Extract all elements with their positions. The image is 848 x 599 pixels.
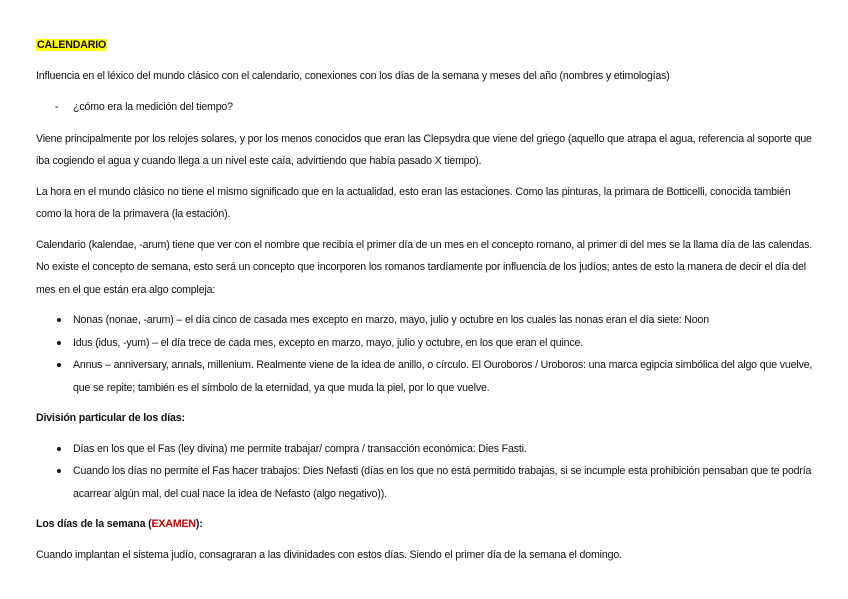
paragraph-relojes: Viene principalmente por los relojes solares, y por los menos conocidos que eran las Clepsydra que viene del griego (aquello que atrapa el agua, referencia al soporte que iba cogiendo el agua y cuando llega a un nivel este caía, advirtiendo que había pasado X tiempo). — [36, 132, 812, 167]
list-item — [36, 354, 816, 399]
list-item-text: Cuando los días no permite el Fas hacer trabajos: Dies Nefasti (días en los que no está permitido trabajas, si se incumple esta prohibición pensaban que te podría acarrear algún mal, del cual nace la idea de Nefasto (algo negativo)). — [73, 465, 812, 500]
bullet-icon — [57, 318, 61, 322]
heading-division: División particular de los días: — [36, 412, 185, 424]
exam-label: EXAMEN — [151, 518, 196, 530]
dash-list-item — [36, 96, 816, 119]
list-item — [36, 309, 816, 332]
paragraph-calendario: Calendario (kalendae, -arum) tiene que ver con el nombre que recibía el primer día de un mes en el concepto romano, al primer di del mes se la llama día de las calendas. No existe el concepto de semana, esto será un concepto que incorporen los romanos tardíamente por influencia de los judíos; antes de esto la manera de decir el día del mes en el que están era algo compleja: — [36, 238, 813, 296]
document-page — [36, 34, 816, 566]
heading-semana-post: ): — [195, 518, 203, 530]
document-title-line — [36, 34, 816, 57]
list-item — [36, 460, 816, 505]
list-item-text: Nonas (nonae, -arum) – el día cinco de casada mes excepto en marzo, mayo, julio y octubre en los cuales las nonas eran el día siete: Noon — [73, 314, 710, 326]
list-item — [36, 332, 816, 355]
paragraph-hora: La hora en el mundo clásico no tiene el mismo significado que en la actualidad, esto eran las estaciones. Como las pinturas, la primara de Botticelli, conocida también como la hora de la primavera (la estación). — [36, 185, 791, 220]
list-item-text: Annus – anniversary, annals, millenium. Realmente viene de la idea de anillo, o círculo. El Ouroboros / Uroboros: una marca egipcia simbólica del algo que vuelve, que se repite; también es el símbolo de la eternidad, ya que muda la piel, por lo que vuelve. — [73, 359, 813, 394]
list-item — [36, 438, 816, 461]
dash-item-text: ¿cómo era la medición del tiempo? — [73, 101, 233, 113]
bullet-icon — [57, 363, 61, 367]
dash-marker: - — [55, 101, 59, 113]
heading-semana — [36, 513, 816, 536]
dias-list — [36, 438, 816, 506]
intro-paragraph: Influencia en el léxico del mundo clásico con el calendario, conexiones con los días de la semana y meses del año (nombres y etimologías) — [36, 69, 670, 82]
document-title: CALENDARIO — [37, 39, 107, 51]
calendar-terms-list — [36, 309, 816, 399]
list-item-text: Días en los que el Fas (ley divina) me permite trabajar/ compra / transacción económica: Dies Fasti. — [73, 442, 527, 455]
bullet-icon — [57, 341, 61, 345]
heading-semana-pre: Los días de la semana ( — [36, 518, 152, 530]
bullet-icon — [57, 447, 61, 451]
list-item-text: Idus (idus, -yum) – el día trece de cada mes, excepto en marzo, mayo, julio y octubre, en los que eran el quince. — [73, 336, 584, 349]
bullet-icon — [57, 469, 61, 473]
paragraph-final: Cuando implantan el sistema judío, consagraran a las divinidades con estos días. Siendo el primer día de la semana el domingo. — [36, 548, 622, 561]
